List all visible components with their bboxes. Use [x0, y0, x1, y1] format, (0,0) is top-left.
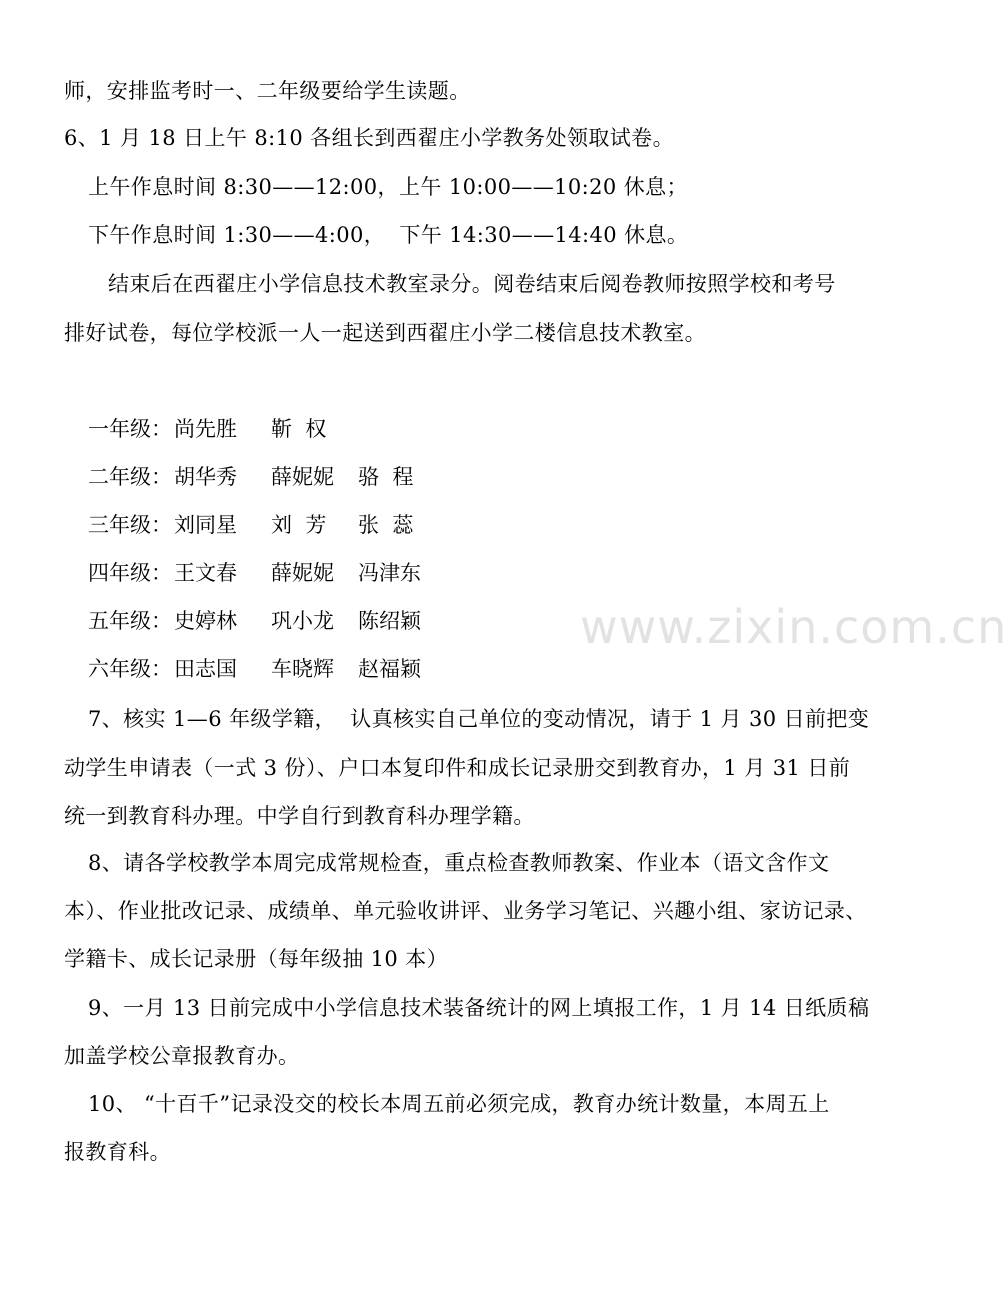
recorder-name: 骆 程: [358, 465, 414, 489]
paragraph-item-9: 9、一月 13 日前完成中小学信息技术装备统计的网上填报工作，1 月 14 日纸质稿: [88, 996, 870, 1020]
paragraph-line: 结束后在西翟庄小学信息技术教室录分。阅卷结束后阅卷教师按照学校和考号: [108, 272, 836, 296]
grade-label: 六年级：: [88, 657, 172, 681]
recorder-name: 冯津东: [358, 561, 421, 585]
recorder-name: 赵福颖: [358, 657, 421, 681]
paragraph-item-10: 10、 “十百千”记录没交的校长本周五前必须完成，教育办统计数量，本周五上: [88, 1092, 830, 1116]
recorder-name: 薛妮妮: [271, 465, 334, 489]
paragraph-line: 排好试卷，每位学校派一人一起送到西翟庄小学二楼信息技术教室。: [64, 321, 706, 345]
recorder-name: 尚先胜: [174, 417, 237, 441]
paragraph-line: 本）、作业批改记录、成绩单、单元验收讲评、业务学习笔记、兴趣小组、家访记录、: [64, 899, 867, 923]
paragraph-line: 加盖学校公章报教育办。: [64, 1044, 300, 1068]
recorder-name: 陈绍颖: [358, 609, 421, 633]
paragraph-line: 学籍卡、成长记录册（每年级抽 10 本）: [64, 947, 449, 971]
recorder-name: 刘同星: [174, 513, 237, 537]
grade-label: 四年级：: [88, 561, 172, 585]
recorder-name: 刘 芳: [271, 513, 327, 537]
recorder-name: 靳 权: [271, 417, 327, 441]
recorder-name: 王文春: [174, 561, 237, 585]
paragraph-item-7: 7、核实 1—6 年级学籍， 认真核实自己单位的变动情况，请于 1 月 30 日前把变: [88, 707, 870, 731]
grade-label: 三年级：: [88, 513, 172, 537]
paragraph-line: 动学生申请表（一式 3 份）、户口本复印件和成长记录册交到教育办，1 月 31 日前: [64, 756, 851, 780]
grade-label: 一年级：: [88, 417, 172, 441]
recorder-name: 田志国: [174, 657, 237, 681]
recorder-name: 史婷林: [174, 609, 237, 633]
paragraph-line: 报教育科。: [64, 1140, 171, 1164]
recorder-name: 薛妮妮: [271, 561, 334, 585]
watermark: www.zixin.com.cn: [580, 600, 1007, 654]
schedule-morning: 上午作息时间 8:30——12:00，上午 10:00——10:20 休息；: [88, 175, 688, 199]
paragraph-item-8: 8、请各学校教学本周完成常规检查，重点检查教师教案、作业本（语文含作文: [88, 851, 830, 875]
schedule-afternoon: 下午作息时间 1:30——4:00， 下午 14:30——14:40 休息。: [88, 223, 689, 247]
grade-label: 五年级：: [88, 609, 172, 633]
paragraph-item-6: 6、1 月 18 日上午 8:10 各组长到西翟庄小学教务处领取试卷。: [64, 126, 674, 150]
recorder-name: 胡华秀: [174, 465, 237, 489]
recorder-name: 张 蕊: [358, 513, 414, 537]
paragraph-line: 师，安排监考时一、二年级要给学生读题。: [64, 79, 471, 103]
recorder-name: 巩小龙: [271, 609, 334, 633]
paragraph-line: 统一到教育科办理。中学自行到教育科办理学籍。: [64, 804, 535, 828]
grade-label: 二年级：: [88, 465, 172, 489]
recorder-name: 车晓辉: [271, 657, 334, 681]
